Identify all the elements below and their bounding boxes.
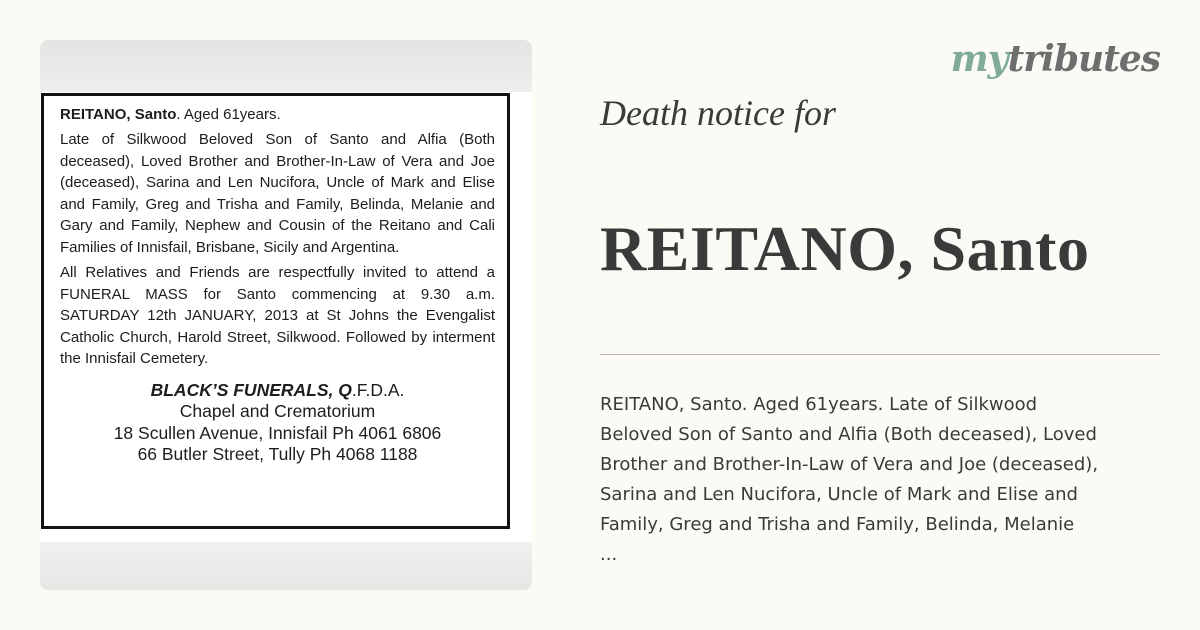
notice-heading	[60, 106, 495, 124]
divider	[600, 354, 1160, 355]
funeral-home-suffix: .F.D.A.	[351, 379, 405, 400]
notice-excerpt: REITANO, Santo. Aged 61years. Late of Silkwood Beloved Son of Santo and Alfia (Both deceased), Loved Brother and Brother-In-Law of Vera and Joe (deceased), Sarina and Len Nucifora, Uncle of Mark and Elise and Family, Greg and Trisha and Family, Belinda, Melanie ...	[600, 394, 1099, 565]
notice-border	[41, 93, 510, 529]
funeral-home-line3: 18 Scullen Avenue, Innisfail Ph 4061 6806	[113, 422, 442, 443]
funeral-home-line2: Chapel and Crematorium	[179, 401, 376, 421]
page-title: REITANO, Santo	[600, 213, 1090, 284]
notice-paragraph-service: All Relatives and Friends are respectfully invited to attend a FUNERAL MASS for Santo commencing at 9.30 a.m. SATURDAY 12th JANUARY, 2013 at St Johns the Evengalist Catholic Church, Harold Street, Silkwood. Followed by interment the Innisfail Cemetery.	[60, 264, 495, 367]
newspaper-clipping	[40, 92, 532, 542]
notice-paragraph-family: Late of Silkwood Beloved Son of Santo and Alfia (Both deceased), Loved Brother and Brother-In-Law of Vera and Joe (deceased), Sarina and Len Nucifora, Uncle of Mark and Elise and Family, Greg and Trisha and Family, Belinda, Melanie and Gary and Family, Nephew and Cousin of the Reitano and Cali Families of Innisfail, Brisbane, Sicily and Argentina.	[60, 131, 495, 256]
page-kicker: Death notice for	[600, 93, 836, 133]
notice-name: REITANO, Santo	[60, 106, 177, 123]
notice-image	[40, 40, 532, 590]
mytributes-logo: mytributes	[950, 38, 1160, 80]
funeral-director-block	[60, 380, 495, 466]
funeral-home-line4: 66 Butler Street, Tully Ph 4068 1188	[137, 444, 418, 464]
funeral-home-name: BLACK’S FUNERALS, Q	[150, 379, 352, 400]
notice-age: . Aged 61years.	[176, 106, 281, 123]
